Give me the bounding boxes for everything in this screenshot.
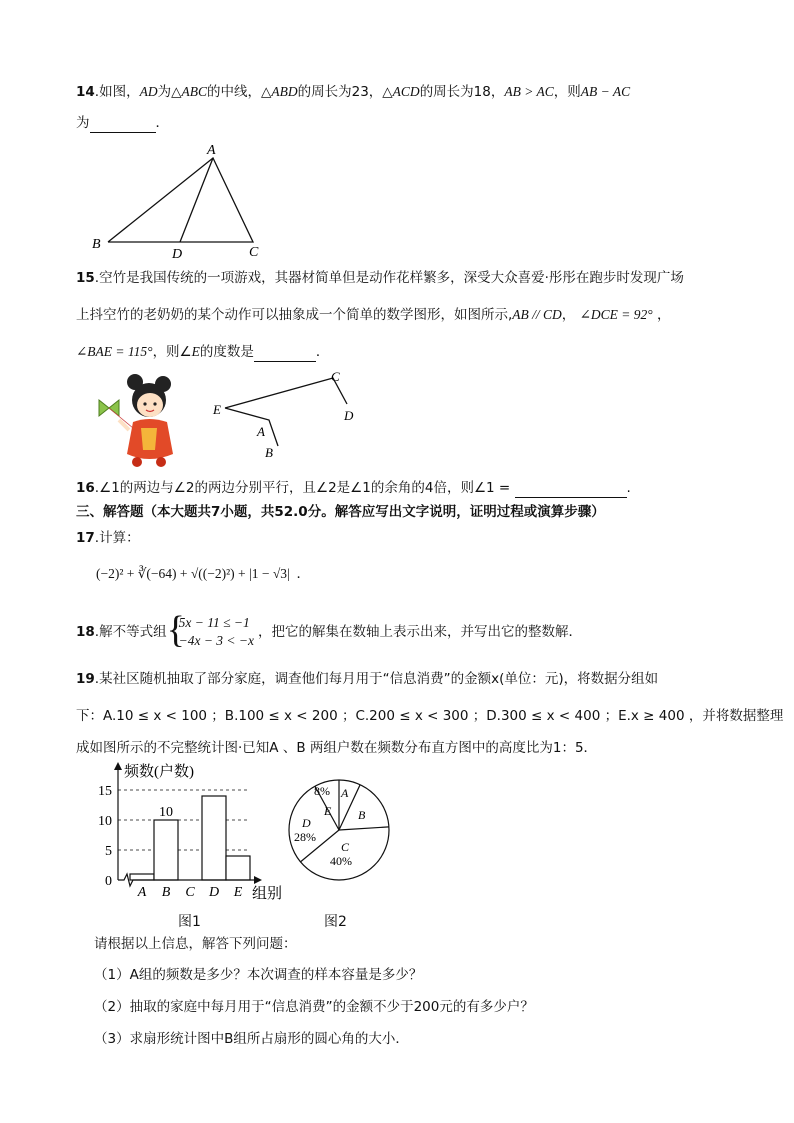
q14-triangle-outline (108, 158, 253, 242)
q14-text: 的中线， (206, 84, 261, 100)
q15-line-ea-ab (225, 408, 278, 446)
q14-triangle-acd: △ACD (382, 84, 420, 99)
q14-text: 为 (76, 115, 90, 131)
q16-text: .∠1的两边与∠2的两边分别平行，且∠2是∠1的余角的4倍，则∠1 = (94, 480, 511, 496)
q18-eq2: −4x − 3 < −x (178, 633, 255, 648)
q15-angle-figure (205, 368, 375, 463)
pie-label-e: E (324, 804, 332, 818)
q14-text: ． (155, 115, 169, 131)
pie-chart (284, 775, 394, 885)
q15-text: ． (315, 344, 330, 360)
histogram-category-e: E (233, 885, 243, 900)
histogram-tick-labels (98, 784, 112, 889)
q14-line1 (76, 82, 630, 102)
q19-intro: 请根据以上信息，解答下列问题： (94, 936, 297, 952)
q15-line-ec-cd (225, 378, 347, 408)
histogram-bar-b (154, 820, 178, 880)
q16-number: 16 (76, 480, 95, 496)
q16-text: . (626, 480, 631, 496)
histogram-chart (88, 760, 298, 906)
q19-number: 19 (76, 671, 95, 687)
q15-angle-dce: ∠DCE = 92° (579, 307, 653, 322)
q18-eq1: { 5x − 11 ≤ −1 (178, 615, 250, 630)
q19-line2: 下：A.10 ≤ x < 100 ；B.100 ≤ x < 200 ；C.200 ≤ x < 300 ；D.300 ≤ x < 400 ；E.x ≥ 400 ，并将数据整理 (76, 708, 784, 724)
q15-label-d: D (344, 408, 354, 423)
q19-line1 (76, 669, 658, 689)
pie-label-d: D (302, 816, 311, 830)
histogram-bar-d (202, 796, 226, 880)
histogram-category-b: B (161, 885, 171, 900)
histogram-bar-a (130, 874, 154, 880)
histogram-x-axis-arrow (254, 876, 262, 884)
histogram-tick-label: 15 (98, 784, 112, 799)
q14-text: 的周长为18， (419, 84, 505, 100)
q14-text: ，则 (553, 84, 581, 100)
q15-angle-bae: ∠BAE = 115° (76, 344, 153, 359)
pie-label-d-pct: 28% (294, 830, 316, 844)
q19-text: .某社区随机抽取了部分家庭，调查他们每月用于“信息消费”的金额x(单位：元)，将数据分组如 (94, 671, 659, 687)
q15-answer-blank[interactable] (254, 347, 316, 362)
q18-text: .解不等式组 (94, 624, 167, 640)
q14-label-a: A (207, 143, 216, 158)
q14-label-c: C (249, 245, 259, 260)
q14-expression: AB − AC (580, 84, 631, 99)
q17-expression (96, 564, 310, 584)
histogram-bars (130, 796, 250, 880)
q14-ad: AD (139, 84, 158, 99)
q15-text: .空竹是我国传统的一项游戏，其器材简单但是动作花样繁多，深受大众喜爱·彤彤在跑步时发现广场 (94, 270, 684, 286)
diabolo-girl-illustration (93, 370, 183, 470)
histogram-category-d: D (208, 885, 220, 900)
q14-triangle-abc: △ABC (171, 84, 207, 99)
figure1-caption: 图1 (178, 914, 201, 930)
q14-label-d: D (172, 247, 183, 262)
q19-sub3: （3）求扇形统计图中B组所占扇形的圆心角的大小． (94, 1031, 409, 1047)
histogram-bar-e (226, 856, 250, 880)
q15-text: ，则∠ (152, 344, 192, 360)
histogram-tick-label: 5 (105, 844, 112, 859)
q15-text: ， (656, 307, 671, 323)
histogram-category-a: A (137, 885, 147, 900)
histogram-y-label: 频数(户数) (124, 764, 194, 780)
q15-label-a: A (257, 424, 265, 439)
q18-text: ，把它的解集在数轴上表示出来，并写出它的整数解． (258, 624, 583, 640)
q18-number: 18 (76, 624, 95, 640)
figure2-caption: 图2 (324, 914, 347, 930)
q14-text: .如图， (94, 84, 140, 100)
q15-text: 上抖空竹的老奶奶的某个动作可以抽象成一个简单的数学图形，如图所示, (76, 307, 513, 323)
q17-text: .计算： (94, 530, 140, 546)
q19-line3: 成如图所示的不完整统计图·已知A 、B 两组户数在频数分布直方图中的高度比为1：5． (76, 740, 598, 756)
q16-line (76, 478, 631, 498)
q15-line1 (76, 268, 684, 288)
q17-math: (−2)² + ∛(−64) + √((−2)²) + |1 − √3| (96, 566, 290, 581)
histogram-tick-label: 0 (105, 874, 112, 889)
q19-sub1: （1）A组的频数是多少？本次调查的样本容量是多少？ (94, 967, 423, 983)
q14-label-b: B (92, 237, 101, 252)
q18-line (76, 614, 582, 650)
pie-label-b: B (358, 808, 366, 822)
q15-text: 的度数是 (199, 344, 254, 360)
histogram-y-axis-arrow (114, 762, 122, 770)
q17-text: ． (296, 566, 310, 581)
pie-label-c-pct: 40% (330, 854, 352, 868)
q14-text: 的周长为23， (297, 84, 383, 100)
pie-label-a: A (341, 786, 349, 800)
q14-triangle-figure (88, 138, 278, 263)
q15-line3 (76, 342, 329, 362)
q15-text: ， (561, 307, 576, 323)
q15-label-b: B (265, 445, 273, 460)
q14-line2 (76, 113, 169, 133)
histogram-data-label-b: 10 (159, 805, 173, 820)
q18-system (171, 614, 254, 650)
histogram-x-label: 组别 (252, 886, 283, 902)
pie-label-c: C (341, 840, 350, 854)
q15-parallel: AB // CD (512, 307, 562, 322)
q15-label-e: E (213, 402, 221, 417)
q14-number: 14 (76, 84, 95, 100)
q19-sub2: （2）抽取的家庭中每月用于“信息消费”的金额不少于200元的有多少户？ (94, 999, 534, 1015)
histogram-category-labels (137, 885, 243, 900)
q17-title (76, 528, 140, 548)
histogram-category-c: C (185, 885, 195, 900)
q14-text: 为 (157, 84, 172, 100)
q14-answer-blank[interactable] (90, 118, 156, 133)
q16-answer-blank[interactable] (515, 483, 627, 498)
histogram-tick-label: 10 (98, 814, 112, 829)
q15-label-c: C (331, 369, 340, 384)
q14-inequality: AB > AC (504, 84, 554, 99)
histogram-gridlines (118, 790, 248, 850)
q15-line2 (76, 305, 670, 325)
q15-number: 15 (76, 270, 95, 286)
pie-label-e-pct: 8% (314, 784, 330, 798)
q17-number: 17 (76, 530, 95, 546)
q15-e: E (191, 344, 200, 359)
q14-triangle-abd: △ABD (260, 84, 298, 99)
section-heading: 三、解答题（本大题共7小题，共52.0分。解答应写出文字说明，证明过程或演算步骤） (76, 504, 605, 520)
